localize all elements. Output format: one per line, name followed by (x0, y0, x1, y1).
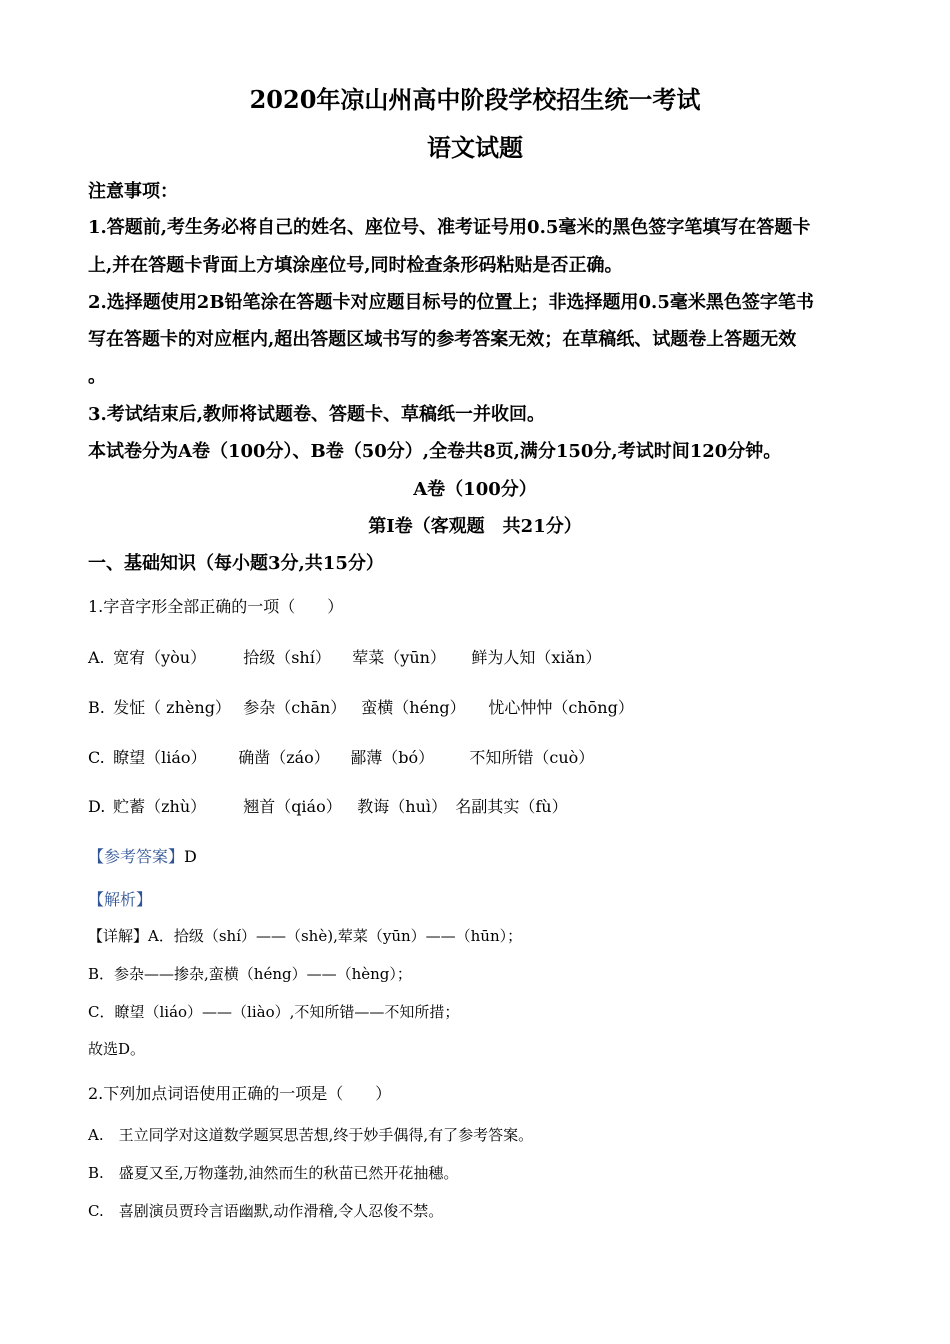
section-heading: 一、基础知识（每小题3分,共15分） (88, 553, 384, 574)
option-item: 鄙薄（bó） (350, 748, 435, 767)
question-1-option-d (88, 799, 568, 815)
option-label: D. (88, 797, 106, 816)
exam-subtitle: 语文试题 (427, 133, 523, 162)
question-1-option-b (88, 700, 634, 716)
option-item: 荤菜（yūn） (352, 648, 446, 667)
part-one-heading: 第Ⅰ卷（客观题 共21分） (368, 516, 582, 537)
exam-title: 2020年凉山州高中阶段学校招生统一考试 (249, 85, 701, 114)
option-label: A. (88, 648, 105, 667)
notice-line-3: 2.选择题使用2B铅笔涂在答题卡对应题目标号的位置上；非选择题用0.5毫米黑色签字笔书 (88, 292, 814, 313)
analysis-line-1: 【详解】A．拾级（shí）——（shè),荤菜（yūn）——（hūn）； (88, 927, 523, 945)
option-item: 确凿（záo） (238, 748, 330, 767)
option-item: 宽宥（yòu） (113, 648, 207, 667)
option-item: 翘首（qiáo） (243, 797, 342, 816)
analysis-line-2: B．参杂——掺杂,蛮横（héng）——（hèng）； (88, 965, 412, 983)
question-1-stem: 1.字音字形全部正确的一项（ ） (88, 597, 344, 616)
option-item: 拾级（shí） (243, 648, 331, 667)
answer-label: 【参考答案】 (88, 847, 185, 866)
option-item: 不知所错（cuò） (469, 748, 595, 767)
volume-a-heading: A卷（100分） (413, 479, 537, 500)
option-item: 贮蓄（zhù） (113, 797, 207, 816)
option-item: 蛮横（héng） (361, 698, 466, 717)
notice-line-5: 。 (88, 366, 106, 387)
notice-line-6: 3.考试结束后,教师将试题卷、答题卡、草稿纸一并收回。 (88, 404, 546, 425)
notice-line-7: 本试卷分为A卷（100分）、B卷（50分）,全卷共8页,满分150分,考试时间120分钟。 (88, 441, 782, 462)
notice-line-1: 1.答题前,考生务必将自己的姓名、座位号、准考证号用0.5毫米的黑色签字笔填写在答题卡 (88, 217, 811, 238)
option-item: 瞭望（liáo） (113, 748, 207, 767)
analysis-label: 【解析】 (88, 890, 153, 909)
analysis-line-4: 故选D。 (88, 1040, 146, 1058)
question-1-option-c (88, 750, 594, 766)
question-2-option-c: C. 喜剧演员贾玲言语幽默,动作滑稽,令人忍俊不禁。 (88, 1202, 444, 1220)
option-item: 忧心忡忡（chōng） (488, 698, 634, 717)
answer-value: D (184, 847, 197, 866)
option-item: 鲜为人知（xiǎn） (471, 648, 602, 667)
notice-line-2: 上,并在答题卡背面上方填涂座位号,同时检查条形码粘贴是否正确。 (88, 255, 623, 276)
option-item: 教诲（huì） (357, 797, 448, 816)
analysis-line-3: C．瞭望（liáo）——（liào）,不知所错——不知所措； (88, 1003, 460, 1021)
answer-line (88, 849, 197, 865)
option-item: 参杂（chān） (243, 698, 347, 717)
option-item: 发怔（ zhèng） (113, 698, 231, 717)
question-2-stem: 2.下列加点词语使用正确的一项是（ ） (88, 1084, 392, 1103)
option-label: C. (88, 748, 105, 767)
question-2-option-b: B. 盛夏又至,万物蓬勃,油然而生的秋苗已然开花抽穗。 (88, 1164, 459, 1182)
question-1-option-a (88, 650, 601, 666)
question-2-option-a: A. 王立同学对这道数学题冥思苦想,终于妙手偶得,有了参考答案。 (88, 1126, 534, 1144)
notice-heading: 注意事项： (88, 181, 178, 202)
option-item: 名副其实（fù） (455, 797, 568, 816)
option-label: B. (88, 698, 105, 717)
notice-line-4: 写在答题卡的对应框内,超出答题区域书写的参考答案无效；在草稿纸、试题卷上答题无效 (88, 329, 797, 350)
